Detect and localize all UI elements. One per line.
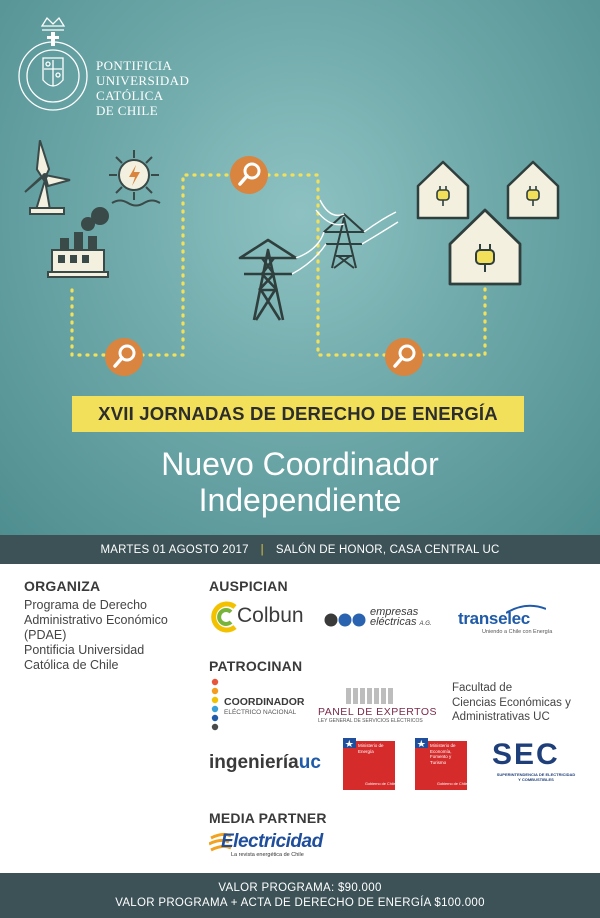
empresas-suffix: A.G. (419, 621, 432, 627)
media-partner-heading: MEDIA PARTNER (209, 810, 327, 826)
gobierno-chile-label: Gobierno de Chile (437, 782, 468, 786)
ministerio-energia-line: Ministerio de (358, 743, 384, 748)
event-date: MARTES 01 AGOSTO 2017 (100, 543, 249, 556)
organizer-line: (PDAE) (24, 628, 67, 642)
ministerio-energia-name (358, 743, 384, 754)
auspician-heading: AUSPICIAN (209, 578, 288, 594)
main-title (0, 446, 600, 518)
university-name-line: UNIVERSIDAD (96, 73, 190, 88)
wind-turbine-icon (25, 140, 70, 214)
energy-grid-illustration (0, 0, 600, 400)
event-edition-band (72, 396, 524, 432)
power-lines (292, 200, 398, 274)
house-icon (450, 210, 520, 284)
electricidad-wordmark: Electricidad (221, 831, 323, 852)
magnifier-icon (230, 156, 268, 194)
facultad-line: Ciencias Económicas y (452, 696, 571, 709)
sec-logo (490, 738, 582, 788)
magnifier-icon (385, 338, 423, 376)
date-venue-bar (0, 535, 600, 564)
solar-sun-icon (109, 150, 160, 206)
transelec-logo (458, 604, 558, 636)
facultad-line: Facultad de (452, 682, 513, 694)
ingenieria-suffix: uc (298, 752, 321, 773)
sec-letters: SEC (492, 738, 560, 771)
university-name-line: PONTIFICIA (96, 58, 173, 73)
ministerio-economia-logo (415, 738, 467, 790)
main-title-line: Nuevo Coordinador (161, 446, 439, 482)
electricidad-tagline: La revista energética de Chile (231, 852, 304, 858)
ministerio-energia-line: Energía (358, 748, 374, 754)
empresas-dots-icon (324, 612, 366, 628)
colbun-logo (209, 600, 309, 634)
house-icon (418, 162, 468, 218)
electricidad-logo (209, 830, 339, 860)
sec-subtitle-line: SUPERINTENDENCIA DE ELECTRICIDAD (496, 772, 576, 777)
ministerio-economia-line: Turismo (430, 759, 447, 765)
main-title-line: Independiente (198, 482, 402, 518)
sec-subtitle-line: Y COMBUSTIBLES (518, 777, 554, 782)
organizer-text (24, 598, 204, 673)
organizer-line: Programa de Derecho (24, 598, 147, 612)
empresas-wordmark-line: eléctricas (370, 616, 417, 628)
empresas-wordmark (370, 607, 432, 629)
magnifier-icon (105, 338, 143, 376)
price-line: VALOR PROGRAMA: $90.000 (218, 882, 382, 894)
organizer-line: Pontificia Universidad (24, 643, 145, 657)
organiza-heading: ORGANIZA (24, 578, 101, 594)
panel-expertos-wordmark: PANEL DE EXPERTOS (318, 706, 437, 718)
facultad-line: Administrativas UC (452, 711, 550, 723)
transelec-wordmark: transelec (458, 609, 530, 628)
empresas-electricas-logo (324, 606, 444, 632)
price-line: VALOR PROGRAMA + ACTA DE DERECHO DE ENERGÍA $100.000 (115, 897, 485, 909)
colbun-wordmark: Colbun (237, 604, 304, 627)
transelec-tagline: Uniendo a Chile con Energía (482, 629, 553, 635)
ministerio-economia-line: Economía, (430, 748, 452, 754)
separator: | (260, 543, 264, 556)
facultad-text (452, 681, 571, 725)
panel-expertos-subtitle: LEY GENERAL DE SERVICIOS ELÉCTRICOS (318, 718, 423, 724)
ingenieria-wordmark: ingeniería (209, 752, 299, 773)
university-name-line: DE CHILE (96, 103, 159, 118)
patrocinan-heading: PATROCINAN (209, 658, 303, 674)
house-icon (508, 162, 558, 218)
coordinador-subtitle: ELÉCTRICO NACIONAL (224, 709, 297, 716)
ingenieria-uc-logo (209, 752, 334, 778)
ministerio-economia-line: Ministerio de (430, 743, 456, 748)
panel-expertos-logo (316, 688, 438, 724)
coordinador-dots-icon (209, 678, 221, 736)
event-edition-title: XVII JORNADAS DE DERECHO DE ENERGÍA (98, 403, 498, 424)
ministerio-economia-name (430, 743, 456, 765)
university-name-line: CATÓLICA (96, 88, 164, 103)
factory-icon (48, 207, 109, 277)
colbun-symbol-icon (209, 601, 239, 633)
pricing-footer (0, 873, 600, 918)
coordinador-electrico-logo (209, 678, 309, 736)
empresas-wordmark-line: empresas (370, 606, 419, 618)
organizer-line: Administrativo Económico (24, 613, 168, 627)
gobierno-chile-label: Gobierno de Chile (365, 782, 396, 786)
sec-subtitle (490, 772, 582, 782)
transmission-tower-icon (240, 240, 296, 320)
organizer-line: Católica de Chile (24, 658, 119, 672)
panel-bars-icon (346, 688, 396, 704)
ministerio-energia-logo (343, 738, 395, 790)
coordinador-wordmark: COORDINADOR (224, 696, 305, 708)
ministerio-economia-line: Fomento y (430, 754, 452, 759)
event-venue: SALÓN DE HONOR, CASA CENTRAL UC (275, 543, 500, 556)
